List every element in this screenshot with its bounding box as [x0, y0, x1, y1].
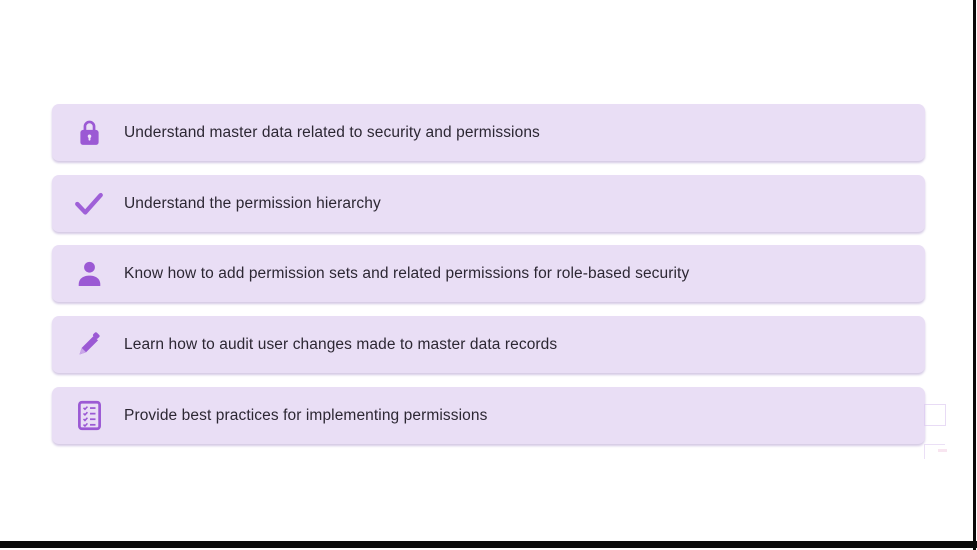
- lock-icon: [74, 117, 104, 149]
- list-item: [52, 387, 925, 444]
- list-item-label: Know how to add permission sets and related permissions for role-based security: [124, 264, 690, 282]
- decorative-dash: [938, 449, 947, 452]
- list-item: [52, 245, 925, 302]
- list-item: [52, 316, 925, 373]
- checklist-icon: [74, 400, 104, 432]
- decorative-square-outline: [924, 404, 946, 426]
- frame-right-line: [973, 0, 976, 550]
- list-item: [52, 104, 925, 161]
- checkmark-icon: [74, 188, 104, 220]
- list-item-label: Learn how to audit user changes made to master data records: [124, 335, 558, 353]
- list-item-label: Understand master data related to security and permissions: [124, 123, 540, 141]
- frame-bottom-bar: [0, 541, 977, 548]
- list-item-label: Understand the permission hierarchy: [124, 194, 381, 212]
- person-icon: [74, 258, 104, 290]
- pencil-icon: [74, 329, 104, 361]
- list-item: [52, 175, 925, 232]
- list-item-label: Provide best practices for implementing permissions: [124, 406, 488, 424]
